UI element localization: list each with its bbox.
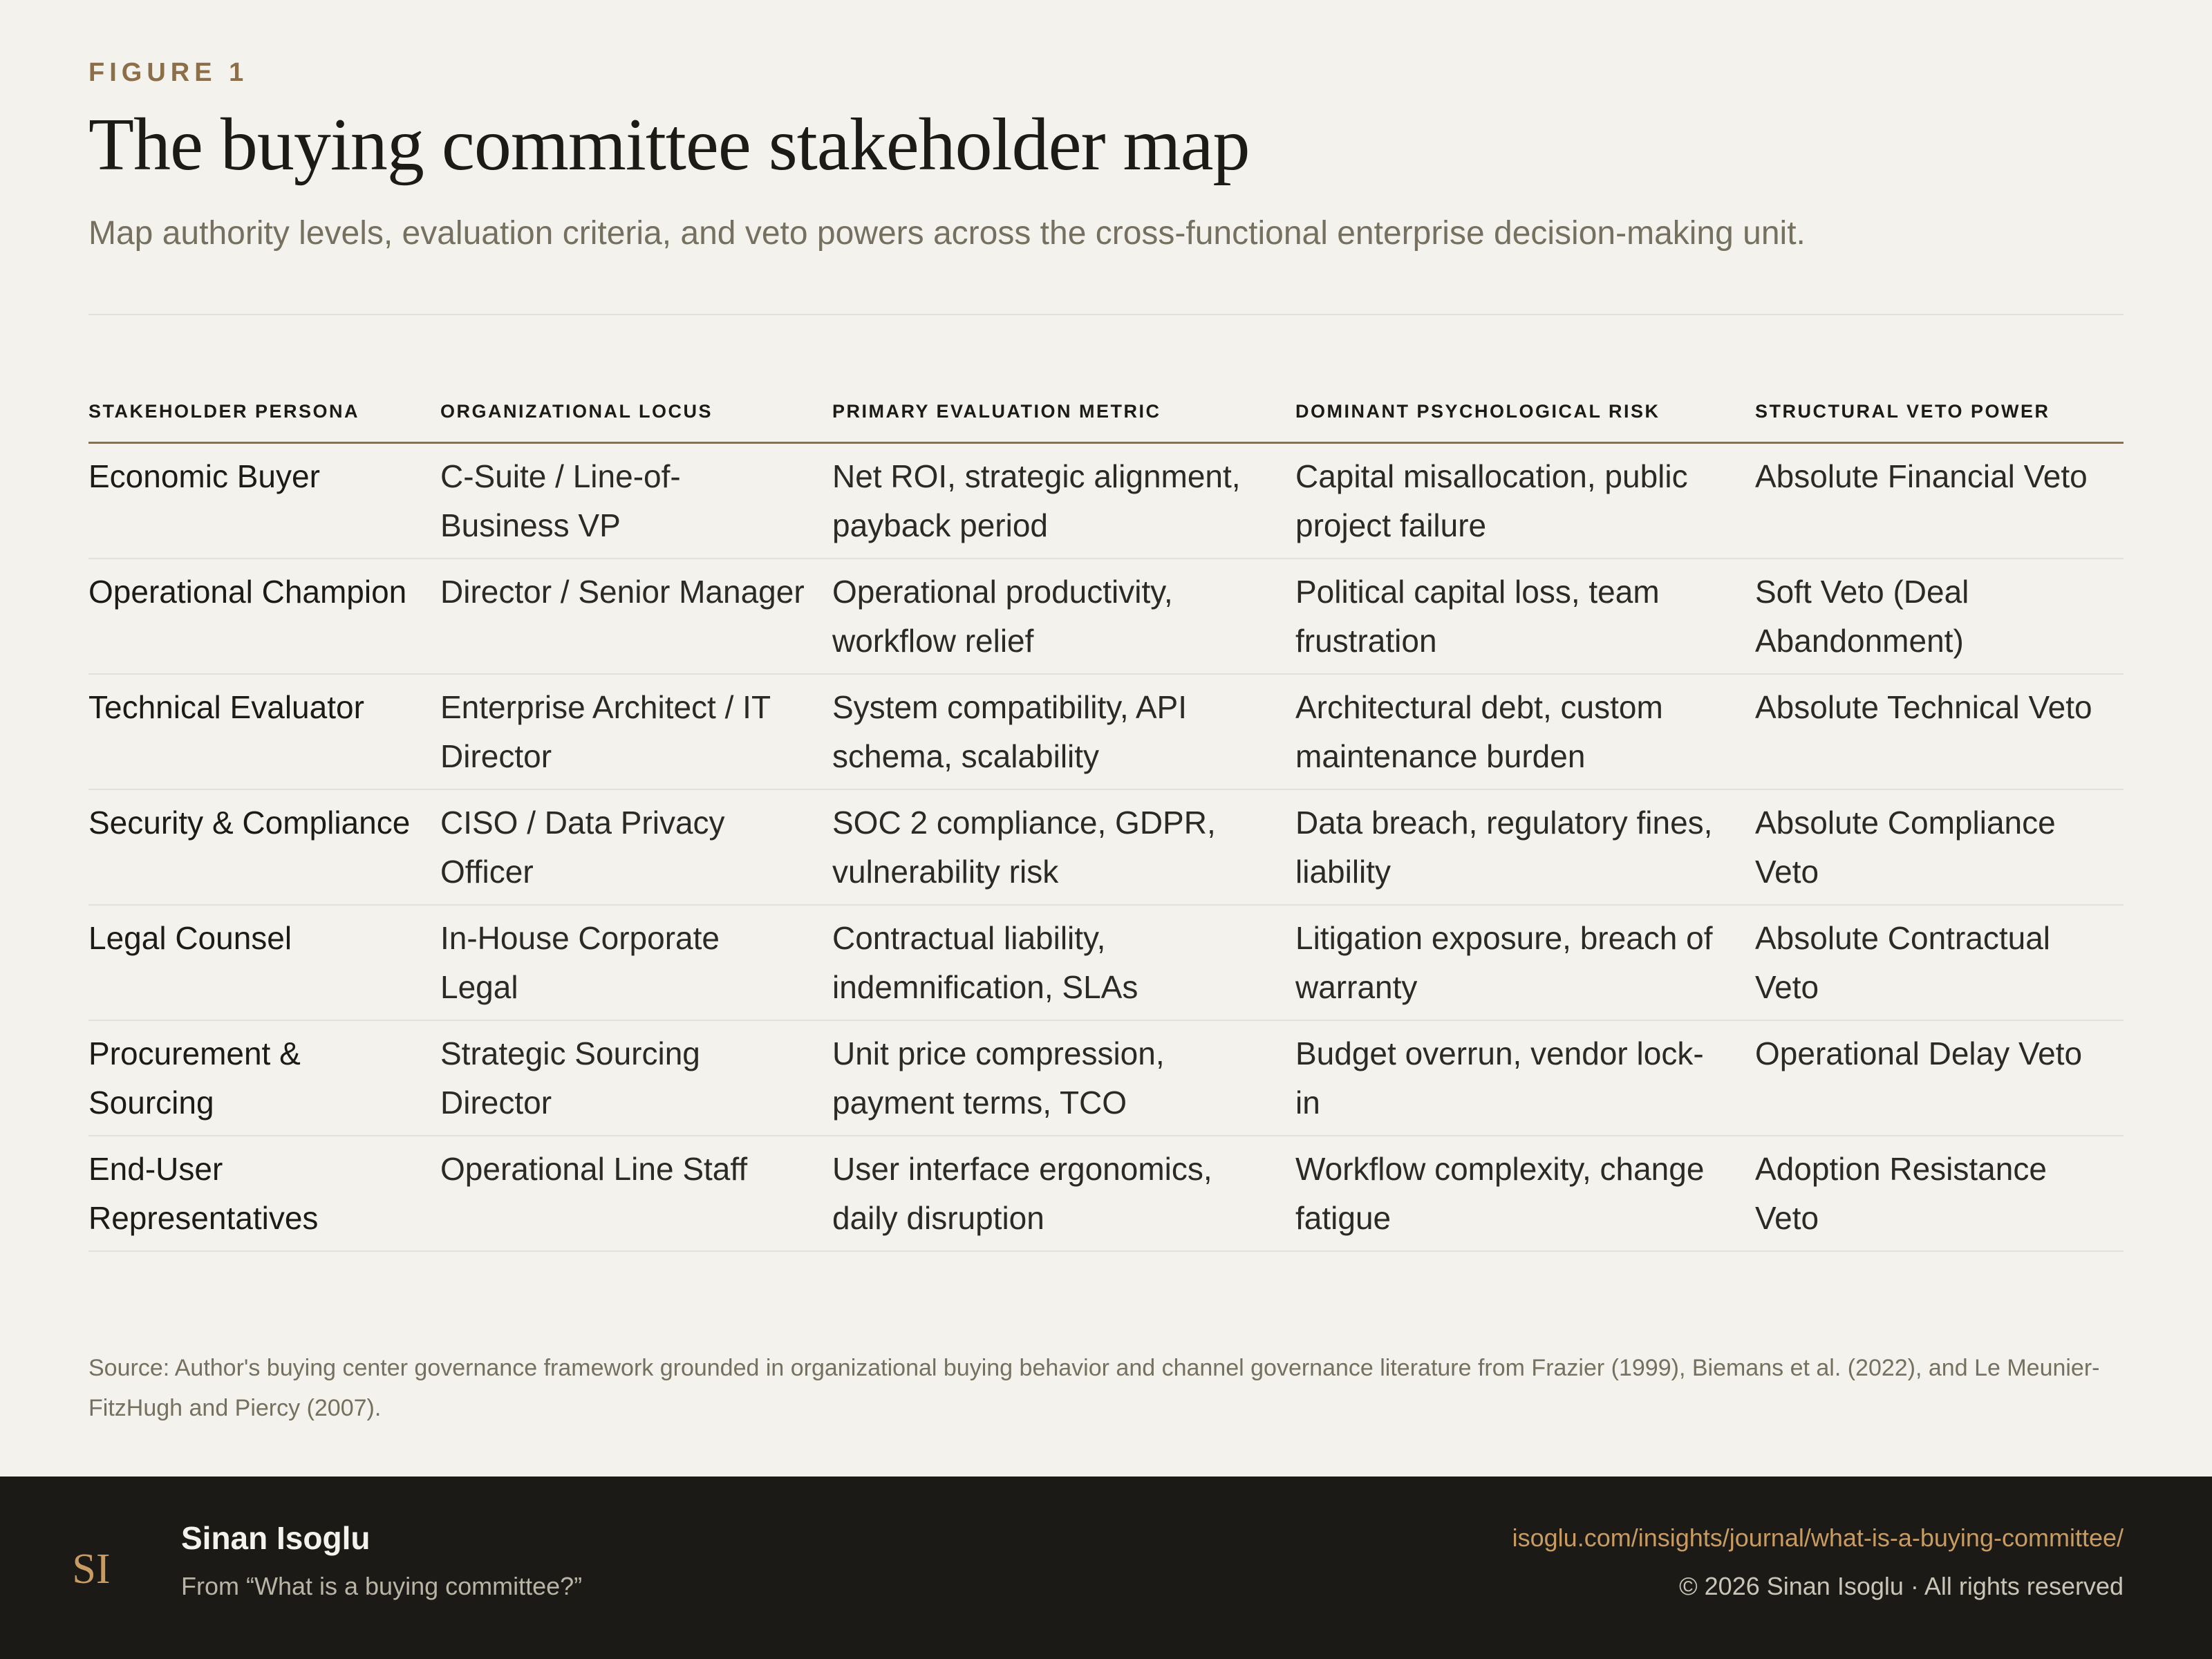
cell-metric: SOC 2 compliance, GDPR, vulnerability risk [832,789,1295,905]
article-reference: From “What is a buying committee?” [181,1572,583,1600]
cell-risk: Workflow complexity, change fatigue [1295,1136,1755,1251]
cell-locus: Director / Senior Manager [440,559,832,674]
table-row [88,905,2124,1020]
cell-risk: Data breach, regulatory fines, liability [1295,789,1755,905]
cell-locus: CISO / Data Privacy Officer [440,789,832,905]
table-row [88,1020,2124,1136]
column-header-risk: DOMINANT PSYCHOLOGICAL RISK [1295,401,1755,443]
header-divider [88,314,2124,315]
cell-locus: C-Suite / Line-of-Business VP [440,443,832,559]
cell-metric: Contractual liability, indemnification, SLAs [832,905,1295,1020]
cell-locus: Operational Line Staff [440,1136,832,1251]
cell-risk: Architectural debt, custom maintenance burden [1295,674,1755,789]
page-subtitle: Map authority levels, evaluation criteria, and veto powers across the cross-functional enterprise decision-making unit. [88,215,1806,252]
column-header-veto: STRUCTURAL VETO POWER [1755,401,2124,443]
table-row [88,789,2124,905]
cell-veto: Soft Veto (Deal Abandonment) [1755,559,2124,674]
cell-risk: Litigation exposure, breach of warranty [1295,905,1755,1020]
table-header-row [88,401,2124,443]
table-row [88,443,2124,559]
cell-persona: Technical Evaluator [88,674,440,789]
footer [0,1477,2212,1659]
monogram-logo-icon [64,1541,119,1597]
column-header-metric: PRIMARY EVALUATION METRIC [832,401,1295,443]
column-header-persona: STAKEHOLDER PERSONA [88,401,440,443]
cell-metric: User interface ergonomics, daily disruption [832,1136,1295,1251]
cell-persona: Legal Counsel [88,905,440,1020]
figure-label: FIGURE 1 [88,58,249,87]
page-title: The buying committee stakeholder map [88,104,1250,186]
table-row [88,1136,2124,1251]
cell-risk: Capital misallocation, public project failure [1295,443,1755,559]
cell-metric: Unit price compression, payment terms, TCO [832,1020,1295,1136]
author-name: Sinan Isoglu [181,1520,371,1556]
cell-veto: Adoption Resistance Veto [1755,1136,2124,1251]
cell-metric: Net ROI, strategic alignment, payback period [832,443,1295,559]
cell-veto: Operational Delay Veto [1755,1020,2124,1136]
copyright-notice: © 2026 Sinan Isoglu · All rights reserved [1679,1572,2124,1600]
cell-veto: Absolute Contractual Veto [1755,905,2124,1020]
cell-veto: Absolute Financial Veto [1755,443,2124,559]
cell-veto: Absolute Technical Veto [1755,674,2124,789]
cell-veto: Absolute Compliance Veto [1755,789,2124,905]
cell-risk: Budget overrun, vendor lock-in [1295,1020,1755,1136]
table-row [88,674,2124,789]
cell-persona: Operational Champion [88,559,440,674]
cell-risk: Political capital loss, team frustration [1295,559,1755,674]
article-link[interactable]: isoglu.com/insights/journal/what-is-a-buying-committee/ [1512,1524,2124,1552]
table-row [88,559,2124,674]
logo-text: SI [72,1546,111,1593]
source-note: Source: Author's buying center governance framework grounded in organizational buying behavior and channel governance literature from Frazier (1999), Biemans et al. (2022), and Le Meunier-FitzHugh and Piercy (2007). [88,1355,2100,1421]
cell-locus: Strategic Sourcing Director [440,1020,832,1136]
stakeholder-table [88,401,2124,1252]
cell-metric: Operational productivity, workflow relief [832,559,1295,674]
cell-locus: Enterprise Architect / IT Director [440,674,832,789]
cell-persona: Security & Compliance [88,789,440,905]
cell-persona: Procurement & Sourcing [88,1020,440,1136]
cell-metric: System compatibility, API schema, scalability [832,674,1295,789]
cell-persona: End-User Representatives [88,1136,440,1251]
cell-persona: Economic Buyer [88,443,440,559]
column-header-locus: ORGANIZATIONAL LOCUS [440,401,832,443]
cell-locus: In-House Corporate Legal [440,905,832,1020]
